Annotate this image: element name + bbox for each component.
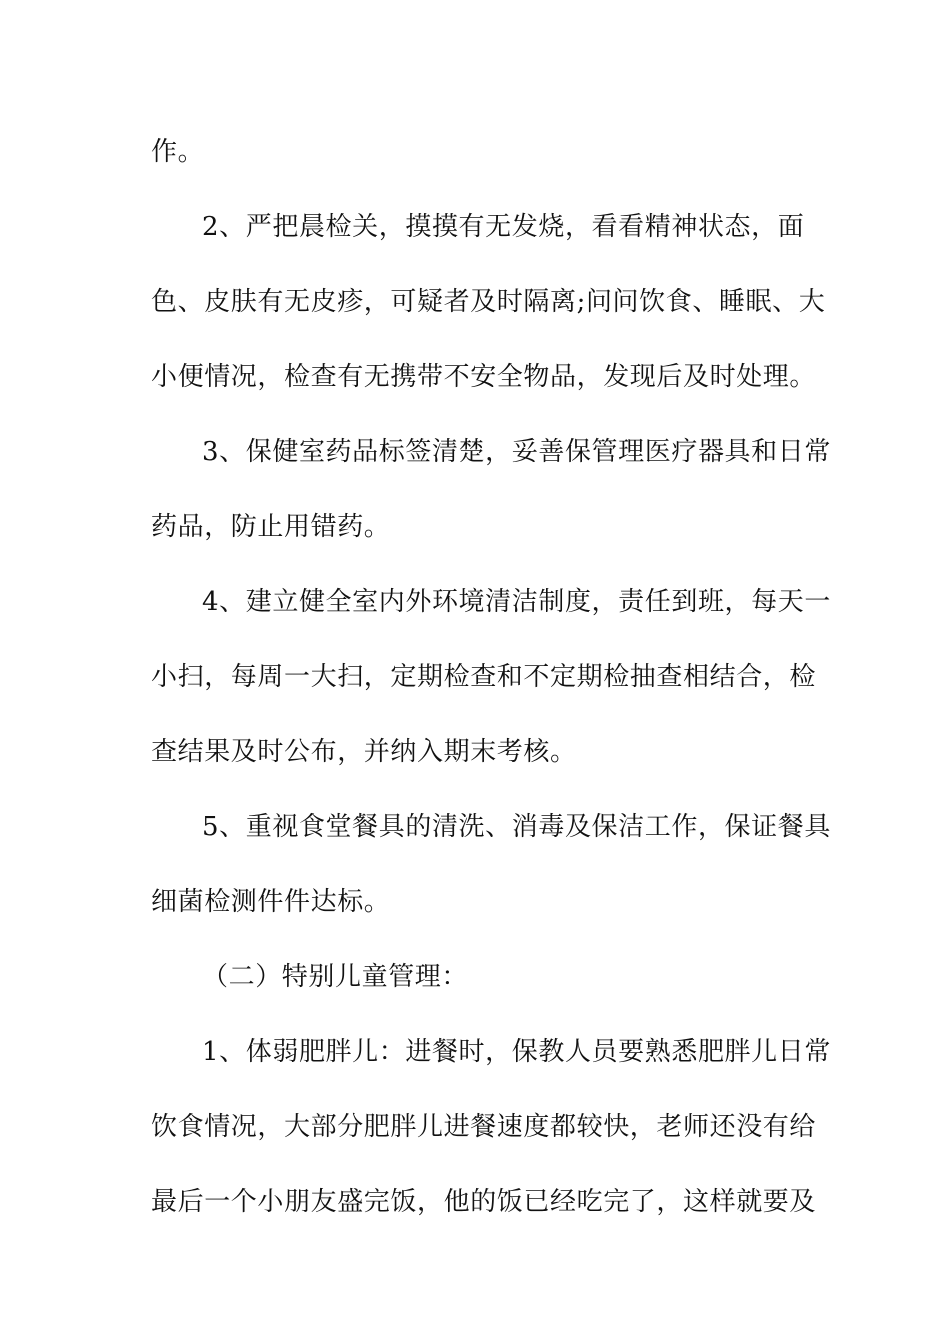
- text-line: 饮食情况，大部分肥胖儿进餐速度都较快，老师还没有给: [151, 1112, 817, 1142]
- text-line: 最后一个小朋友盛完饭，他的饭已经吃完了，这样就要及: [151, 1187, 817, 1217]
- text-line: 小扫，每周一大扫，定期检查和不定期检抽查相结合，检: [151, 662, 817, 692]
- text-line: 小便情况，检查有无携带不安全物品，发现后及时处理。: [151, 362, 817, 392]
- text-line: 细菌检测件件达标。: [151, 887, 391, 917]
- text-line: 药品，防止用错药。: [151, 512, 391, 542]
- text-line: 2、严把晨检关，摸摸有无发烧，看看精神状态，面: [202, 212, 805, 242]
- text-line: 查结果及时公布，并纳入期末考核。: [151, 737, 577, 767]
- section-heading: （二）特别儿童管理：: [202, 962, 469, 992]
- text-line: 作。: [151, 137, 205, 167]
- text-line: 5、重视食堂餐具的清洗、消毒及保洁工作，保证餐具: [202, 812, 831, 842]
- text-line: 1、体弱肥胖儿：进餐时，保教人员要熟悉肥胖儿日常: [202, 1037, 831, 1067]
- text-line: 3、保健室药品标签清楚，妥善保管理医疗器具和日常: [202, 437, 831, 467]
- text-line: 色、皮肤有无皮疹，可疑者及时隔离;问问饮食、睡眠、大: [151, 287, 826, 317]
- text-line: 4、建立健全室内外环境清洁制度，责任到班，每天一: [202, 587, 831, 617]
